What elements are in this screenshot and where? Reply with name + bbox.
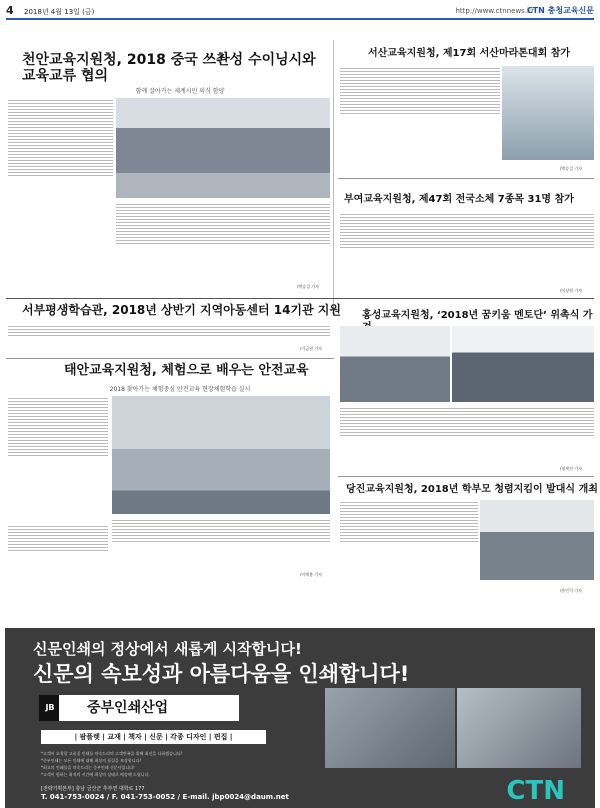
company-name: 중부인쇄산업 <box>59 695 239 721</box>
article-1-headline: 천안교육지원청, 2018 중국 쓰촨성 수이닝시와 교육교류 협의 <box>22 52 316 85</box>
article-2-text <box>340 66 500 166</box>
page-number: 4 <box>6 4 14 17</box>
article-2-headline: 서산교육지원청, 제17회 서산마라톤대회 참가 <box>368 48 571 59</box>
article-3-text <box>340 212 594 282</box>
page-header <box>6 4 594 20</box>
site-url[interactable]: http://www.ctnnews.kr <box>455 7 534 15</box>
article-7-photo <box>480 500 594 580</box>
ad-note: *중부인쇄는 모든 인쇄에 대해 최상의 품질을 보장합니다! <box>41 758 142 763</box>
article-1-subhead: 함께 살아가는 세계시민 의식 함양 <box>135 88 225 95</box>
section-divider <box>338 476 594 477</box>
ad-note: *고객이 요청할 고품질 인쇄를 약속드리며 고객만족을 위해 최선을 다하겠습니다! <box>41 751 183 756</box>
article-1-text <box>8 98 113 260</box>
ad-note: *최고의 인쇄물을 약속드리는 중부인쇄 신문사입니다! <box>41 765 135 770</box>
section-divider <box>6 298 594 299</box>
article-1-reporter: /박승걸 기자 <box>297 284 319 289</box>
article-4-reporter: /기금원 기자 <box>300 346 322 351</box>
article-6-headline: 태안교육지원청, 체험으로 배우는 안전교육 <box>64 363 309 378</box>
ad-address: [전략기획본부] 충남 금산군 추부면 대학로 177 <box>41 786 145 792</box>
product-list: | 팜플렛 | 교재 | 책자 | 신문 | 각종 디자인 | 편집 | <box>41 730 266 744</box>
column-divider <box>333 40 334 315</box>
article-5-headline: 홍성교육지원청, ‘2018년 꿈키움 멘토단’ 위촉식 가 <box>362 310 593 321</box>
ad-note: *고객이 원하는 최적의 시간에 최상의 상태로 배송해 드립니다. <box>41 772 150 777</box>
issue-date: 2018년 4월 13일 (금) <box>24 8 95 16</box>
print-advertisement <box>5 628 595 808</box>
article-7-reporter: /홍민기 기자 <box>560 588 582 593</box>
article-6-text <box>8 396 108 520</box>
ad-notes <box>41 750 301 778</box>
ad-photo-factory <box>457 688 581 768</box>
company-logo-icon: JB <box>39 695 61 721</box>
section-divider <box>338 178 594 179</box>
article-6-photo <box>112 396 330 514</box>
article-1-text-2 <box>116 202 330 288</box>
masthead-logo: CTN 충청교육신문 <box>526 6 594 15</box>
ad-photo-press <box>325 688 455 768</box>
article-5-reporter: /정세진 기자 <box>560 466 582 471</box>
ad-headline-2: 신문의 속보성과 아름다움을 인쇄합니다! <box>33 662 410 686</box>
article-3-headline: 부여교육지원청, 제47회 전국소체 7종목 31명 참가 <box>344 194 574 205</box>
article-1-photo <box>116 98 330 198</box>
article-7-headline: 당진교육지원청, 2018년 학부모 청렴지킴이 발대식 개최 <box>346 484 598 495</box>
section-divider <box>6 358 334 359</box>
article-5-text <box>340 406 594 466</box>
ctn-footer-logo: CTN <box>506 776 565 806</box>
article-4-text <box>8 324 330 348</box>
ad-headline-1: 신문인쇄의 정상에서 새롭게 시작합니다! <box>33 640 302 658</box>
article-6-reporter: /이예봄 기자 <box>300 572 322 577</box>
article-4-headline: 서부평생학습관, 2018년 상반기 지역아동센터 14기관 지원 <box>22 303 341 317</box>
ad-contact: T. 041-753-0024 / F. 041-753-0052 / E-mail. jbp0024@daum.net <box>41 793 289 801</box>
article-2-reporter: /박승걸 기자 <box>560 166 582 171</box>
article-3-reporter: /이상원 기자 <box>560 288 582 293</box>
article-2-photo <box>502 66 594 160</box>
article-7-text <box>340 500 478 588</box>
article-6-text-3 <box>8 524 108 580</box>
article-6-text-2 <box>112 518 330 568</box>
article-5-photo-2 <box>452 326 594 402</box>
article-5-photo <box>340 326 450 402</box>
article-6-subhead: 2018 찾아가는 체험중심 안전교육 현장체험학습 실시 <box>109 386 251 393</box>
